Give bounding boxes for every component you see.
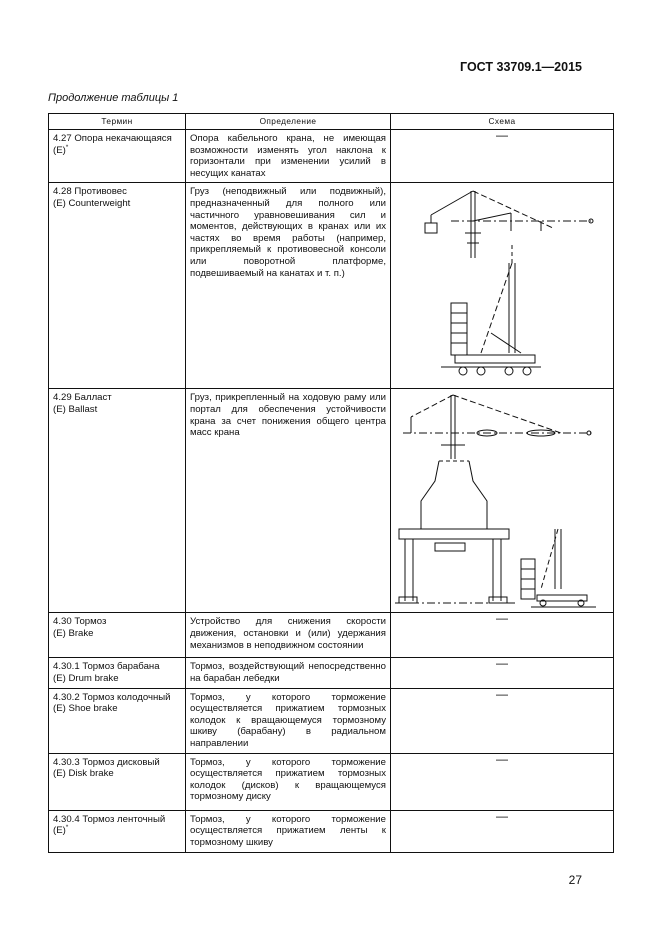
tower-crane-sketch [403,395,591,459]
term-en: (E) Counterweight [53,197,131,209]
table-row [49,183,614,389]
footnote-mark: * [65,823,69,831]
term-en: (E) Ballast [53,403,98,415]
table-row [49,613,614,658]
scheme-dash: — [496,656,508,671]
term-en: (E)* [53,143,69,156]
page-number: 27 [568,873,582,887]
scheme-dash: — [496,128,508,142]
ballast-crane-diagram [391,389,612,611]
scheme-cell [391,389,614,613]
scheme-dash: — [496,808,508,823]
definition-cell: Опора кабельного крана, не имеющая возможности изменять угол наклона к горизонтали при изменении усилий в несущих канатах [186,130,391,183]
scheme-cell [391,688,614,753]
counterweight-crane-diagram [391,183,612,387]
scheme-dash: — [496,611,508,626]
term-en: (E) Shoe brake [53,703,118,715]
term-ru: 4.30.3 Тормоз дисковый [53,756,160,768]
table-row [49,810,614,852]
scheme-dash: — [496,751,508,766]
term-ru: 4.29 Балласт [53,392,112,404]
scheme-cell [391,613,614,658]
term-cell [49,810,186,852]
footnote-mark: * [65,143,69,151]
term-cell [49,753,186,810]
definition-cell: Тормоз, воздействующий непосредственно на барабан лебедки [186,658,391,688]
term-en: (E) Drum brake [53,672,119,684]
table-row [49,658,614,688]
term-cell [49,130,186,183]
scheme-cell [391,183,614,389]
table-continuation-caption: Продолжение таблицы 1 [48,92,179,104]
definition-cell: Тормоз, у которого торможение осуществляется прижатием тормозных колодок к вращающемуся тормозному шкиву (барабану) в радиальном направлении [186,688,391,753]
term-cell [49,658,186,688]
header-term: Термин [49,114,186,130]
definition-cell: Тормоз, у которого торможение осуществляется прижатием тормозных колодок (дисков) к вращающемуся тормозному диску [186,753,391,810]
scheme-cell [391,810,614,852]
doc-number: ГОСТ 33709.1—2015 [460,60,582,74]
table-row [49,688,614,753]
term-cell [49,183,186,389]
term-ru: 4.27 Опора некачающаяся [53,133,172,144]
term-ru: 4.30.2 Тормоз колодочный [53,691,171,703]
term-en: (E)* [53,823,69,837]
tower-crane-sketch [425,191,593,258]
term-cell [49,613,186,658]
definition-cell: Груз, прикрепленный на ходовую раму или портал для обеспечения устойчивости крана за счет понижения общего центра масс крана [186,389,391,613]
portal-crane-sketch [441,243,541,375]
header-scheme: Схема [391,114,614,130]
mobile-crane-sketch [521,529,596,607]
term-cell [49,688,186,753]
term-ru: 4.30 Тормоз [53,616,107,628]
table-row [49,753,614,810]
scheme-cell [391,658,614,688]
definition-cell: Устройство для снижения скорости движения, остановки и (или) удержания механизмов в неподвижном состоянии [186,613,391,658]
header-definition: Определение [186,114,391,130]
term-en: (E) Brake [53,627,94,639]
portal-sketch [395,461,515,603]
table-header-row [49,114,614,130]
terms-table [48,113,614,853]
term-ru: 4.30.1 Тормоз барабана [53,661,160,673]
table-row [49,389,614,613]
definition-cell: Груз (неподвижный или подвижный), предназначенный для полного или частичного уравновешивания сил и моментов, действующих в кранах или их частях во время работы (например, прикрепляемый к противовесной консоли или поворотной платформе, подвешиваемый на канатах и т. п.) [186,183,391,389]
scheme-dash: — [496,686,508,701]
scheme-cell [391,130,614,183]
table-row [49,130,614,183]
term-cell [49,389,186,613]
term-en: (E) Disk brake [53,768,114,780]
scheme-cell [391,753,614,810]
term-ru: 4.30.4 Тормоз ленточный [53,813,166,825]
definition-cell: Тормоз, у которого торможение осуществляется прижатием ленты к тормозному шкиву [186,810,391,852]
term-ru: 4.28 Противовес [53,186,127,198]
